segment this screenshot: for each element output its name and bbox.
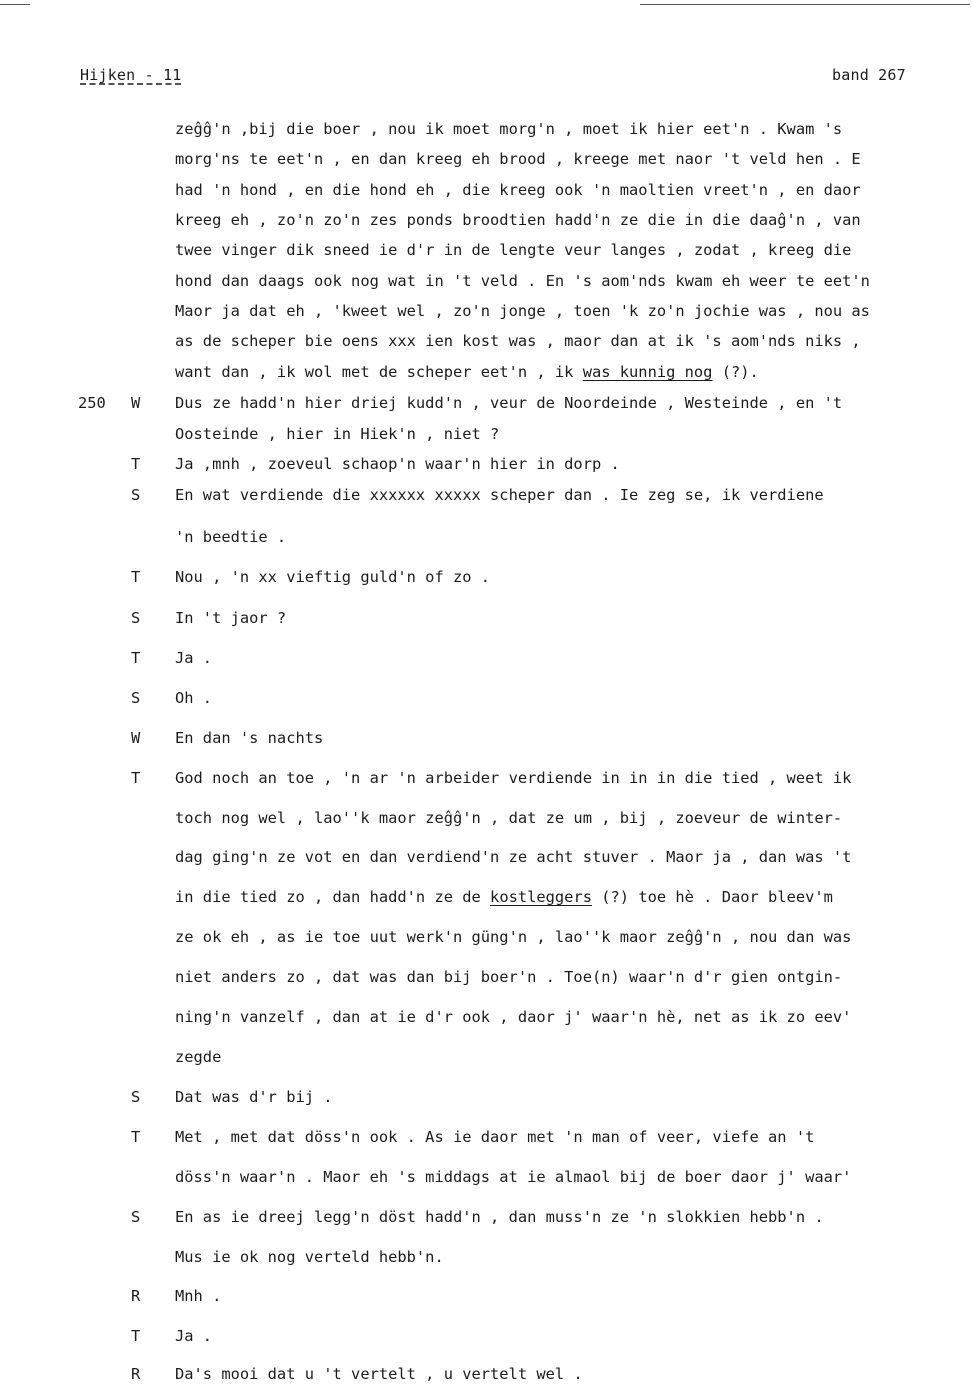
header-right: band 267 bbox=[832, 66, 906, 84]
transcript-line: Ja . bbox=[175, 1327, 213, 1345]
transcript-line bbox=[175, 888, 965, 906]
transcript-line: Oh . bbox=[175, 689, 213, 707]
transcript-line: Ja . bbox=[175, 649, 213, 667]
transcript-line: Mus ie ok nog verteld hebb'n. bbox=[175, 1248, 444, 1266]
transcript-line: En dan 's nachts bbox=[175, 729, 324, 747]
speaker-label: W bbox=[131, 394, 141, 412]
line-number: 250 bbox=[78, 394, 106, 412]
speaker-label: R bbox=[131, 1287, 141, 1305]
transcript-line: toch nog wel , lao''k maor zeĝĝ'n , dat ze um , bij , zoeveur de winter- bbox=[175, 809, 843, 827]
transcript-line: niet anders zo , dat was dan bij boer'n . Toe(n) waar'n d'r gien ontgin- bbox=[175, 968, 843, 986]
line-fragment: (?) toe hè . Daor bleev'm bbox=[591, 888, 833, 906]
transcript-line: Maor ja dat eh , 'kweet wel , zo'n jonge , toen 'k zo'n jochie was , nou as bbox=[175, 302, 870, 320]
transcript-line bbox=[175, 363, 965, 381]
speaker-label: S bbox=[131, 689, 141, 707]
transcript-line: In 't jaor ? bbox=[175, 609, 287, 627]
transcript-line: Dus ze hadd'n hier driej kudd'n , veur de Noordeinde , Westeinde , en 't bbox=[175, 394, 843, 412]
transcript-line: twee vinger dik sneed ie d'r in de lengte veur langes , zodat , kreeg die bbox=[175, 241, 852, 259]
transcript-line: döss'n waar'n . Maor eh 's middags at ie almaol bij de boer daor j' waar' bbox=[175, 1168, 852, 1186]
transcript-line: Nou , 'n xx vieftig guld'n of zo . bbox=[175, 568, 491, 586]
transcript-line: Met , met dat döss'n ook . As ie daor met 'n man of veer, viefe an 't bbox=[175, 1128, 815, 1146]
transcript-line: dag ging'n ze vot en dan verdiend'n ze acht stuver . Maor ja , dan was 't bbox=[175, 848, 852, 866]
underlined-phrase: kostleggers bbox=[490, 888, 592, 906]
transcript-line: zegde bbox=[175, 1048, 222, 1066]
speaker-label: T bbox=[131, 455, 141, 473]
speaker-label: S bbox=[131, 609, 141, 627]
underlined-phrase: was kunnig nog bbox=[582, 363, 713, 381]
transcript-line: as de scheper bie oens xxx ien kost was , maor dan at ik 's aom'nds niks , bbox=[175, 332, 861, 350]
transcript-line: had 'n hond , en die hond eh , die kreeg ook 'n maoltien vreet'n , en daor bbox=[175, 181, 861, 199]
transcript-line: God noch an toe , 'n ar 'n arbeider verdiende in in in die tied , weet ik bbox=[175, 769, 852, 787]
speaker-label: W bbox=[131, 729, 141, 747]
transcript-line: En wat verdiende die xxxxxx xxxxx scheper dan . Ie zeg se, ik verdiene bbox=[175, 486, 824, 504]
transcript-line: Dat was d'r bij . bbox=[175, 1088, 333, 1106]
speaker-label: S bbox=[131, 1088, 141, 1106]
speaker-label: S bbox=[131, 1208, 141, 1226]
speaker-label: T bbox=[131, 568, 141, 586]
transcript-line: 'n beedtie . bbox=[175, 528, 287, 546]
line-fragment: (?). bbox=[712, 363, 759, 381]
transcript-line: hond dan daags ook nog wat in 't veld . En 's aom'nds kwam eh weer te eet'n bbox=[175, 272, 870, 290]
speaker-label: T bbox=[131, 1128, 141, 1146]
transcript-line: Oosteinde , hier in Hiek'n , niet ? bbox=[175, 425, 500, 443]
transcript-line: En as ie dreej legg'n döst hadd'n , dan muss'n ze 'n slokkien hebb'n . bbox=[175, 1208, 824, 1226]
transcript-line: zeĝĝ'n ,bij die boer , nou ik moet morg'n , moet ik hier eet'n . Kwam 's bbox=[175, 120, 843, 138]
speaker-label: T bbox=[131, 769, 141, 787]
speaker-label: T bbox=[131, 649, 141, 667]
transcript-line: ning'n vanzelf , dan at ie d'r ook , daor j' waar'n hè, net as ik zo eev' bbox=[175, 1008, 852, 1026]
speaker-label: R bbox=[131, 1365, 141, 1383]
transcript-line: Mnh . bbox=[175, 1287, 222, 1305]
line-fragment: in die tied zo , dan hadd'n ze de bbox=[175, 888, 491, 906]
transcript-line: kreeg eh , zo'n zo'n zes ponds broodtien hadd'n ze die in die daaĝ'n , van bbox=[175, 211, 861, 229]
transcript-line: Da's mooi dat u 't vertelt , u vertelt wel . bbox=[175, 1365, 583, 1383]
transcript-line: ze ok eh , as ie toe uut werk'n güng'n , lao''k maor zeĝĝ'n , nou dan was bbox=[175, 928, 852, 946]
line-fragment: want dan , ik wol met de scheper eet'n , ik bbox=[175, 363, 583, 381]
header-left: Hijken - 11 bbox=[80, 66, 182, 84]
speaker-label: S bbox=[131, 486, 141, 504]
transcript-line: Ja ,mnh , zoeveul schaop'n waar'n hier in dorp . bbox=[175, 455, 620, 473]
transcript-line: morg'ns te eet'n , en dan kreeg eh brood , kreege met naor 't veld hen . E bbox=[175, 150, 861, 168]
speaker-label: T bbox=[131, 1327, 141, 1345]
